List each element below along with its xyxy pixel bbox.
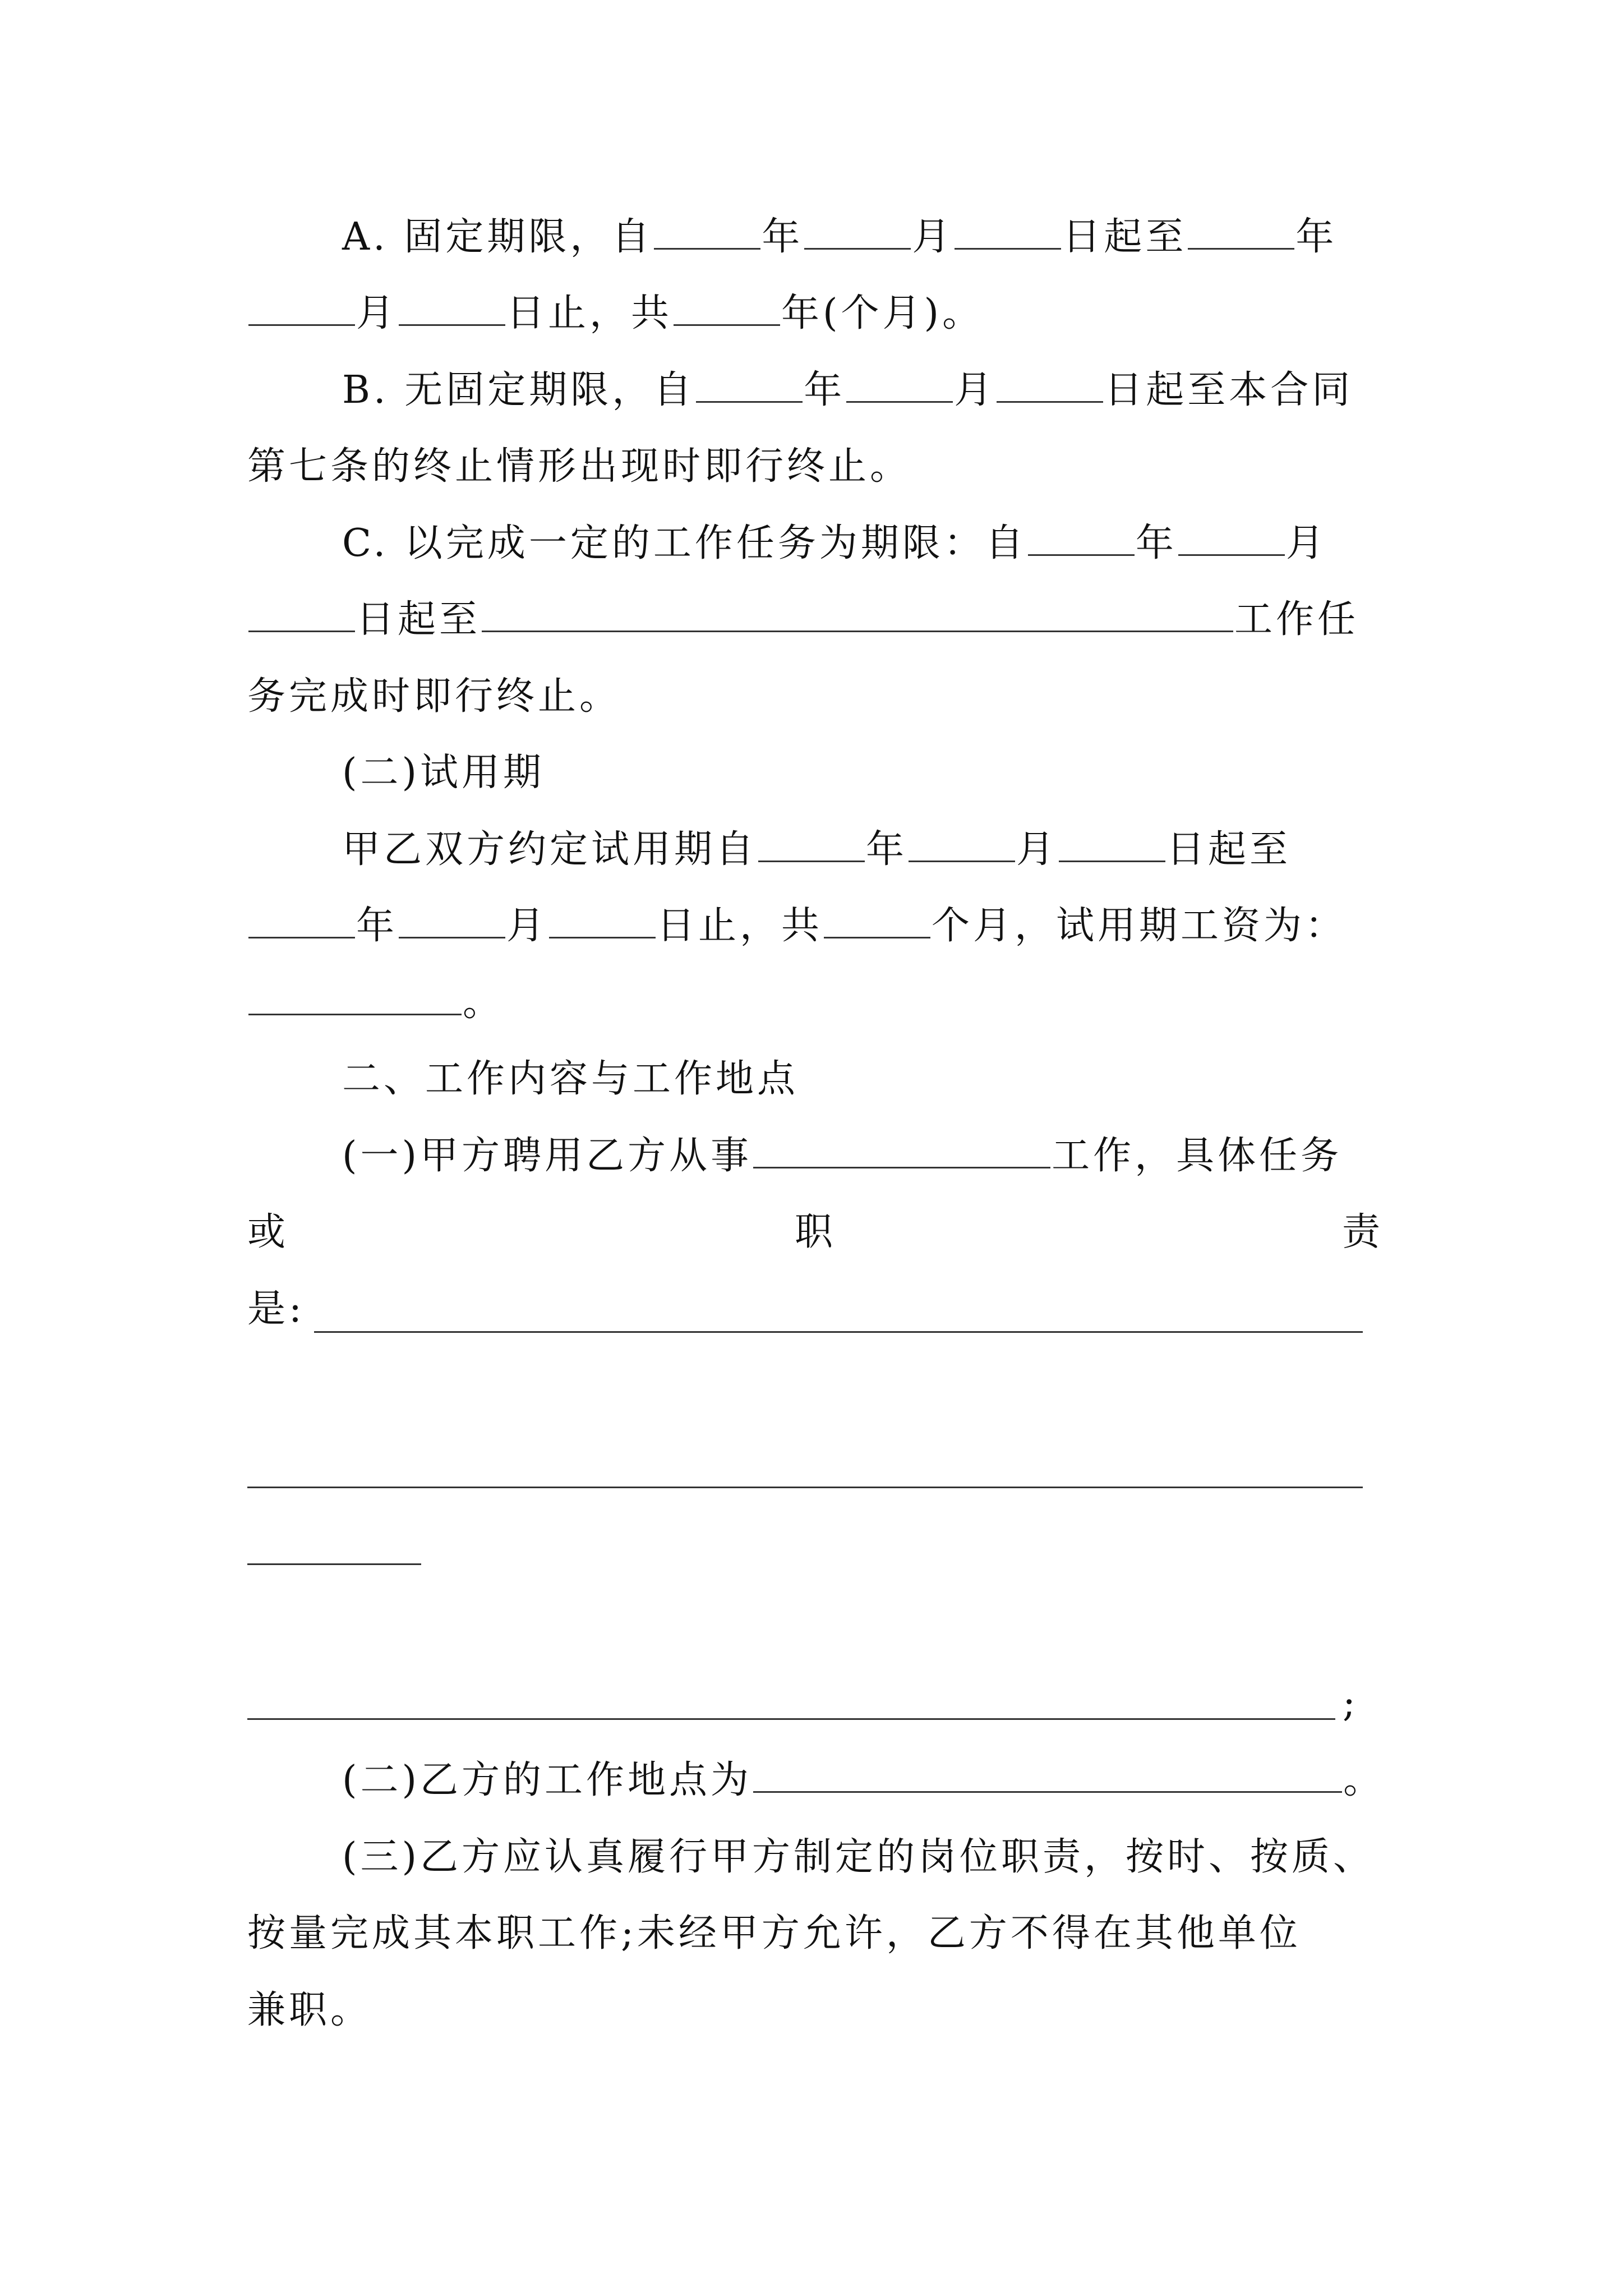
year-label: 年 (866, 827, 908, 872)
day-label: 日起至 (1062, 215, 1187, 259)
year-label: 年 (762, 215, 804, 259)
clause-3-line-1 (342, 1826, 1384, 1888)
day-blank (549, 896, 656, 938)
duty-line-2 (247, 1202, 1384, 1263)
clause-3-line-3 (247, 1980, 1384, 2041)
place-prefix: (二)乙方的工作地点为 (342, 1758, 753, 1802)
place-line (342, 1750, 1384, 1811)
clause-3-text-2: 按量完成其本职工作;未经甲方允许，乙方不得在其他单位 (247, 1911, 1301, 1955)
probation-line-2 (247, 895, 1384, 957)
duty-word-ze: 责 (1341, 1210, 1384, 1254)
clause-c-prefix: C. 以完成一定的工作任务为期限：自 (342, 521, 1027, 565)
year-blank (1188, 208, 1294, 250)
section-2-heading (342, 1048, 1384, 1110)
day-label: 日起至 (356, 597, 481, 642)
day-blank (1059, 820, 1165, 862)
count-blank (674, 284, 780, 326)
duty-prefix: (一)甲方聘用乙方从事 (342, 1134, 753, 1178)
duty-rule-1 (314, 1331, 1363, 1333)
month-blank (1178, 514, 1285, 556)
month-label: 月 (912, 215, 954, 259)
clause-b-line-2 (247, 436, 1384, 498)
period-mark: 。 (463, 981, 505, 1025)
clause-b-continuation: 第七条的终止情形出现时即行终止。 (247, 444, 912, 489)
duty-rule-4 (247, 1718, 1335, 1720)
year-label: 年 (1295, 215, 1338, 259)
month-label: 月 (356, 291, 398, 335)
year-blank (696, 361, 803, 403)
clause-3-text-3: 兼职。 (247, 1988, 372, 2032)
year-blank (654, 208, 760, 250)
probation-salary-label: 个月，试用期工资为： (932, 904, 1347, 948)
clause-a-line-1 (342, 206, 1384, 268)
duty-word-or: 或 (247, 1210, 289, 1254)
day-blank (955, 208, 1061, 250)
duty-rule-2 (247, 1487, 1363, 1488)
probation-line-1 (342, 819, 1384, 881)
clause-c-line-3 (247, 666, 1384, 728)
clause-b-prefix: B. 无固定期限，自 (342, 368, 695, 412)
year-label: 年 (1135, 521, 1177, 565)
salary-blank (248, 973, 462, 1015)
day-label: 日止，共 (657, 904, 823, 948)
duty-semicolon: ; (1343, 1681, 1355, 1726)
job-blank (753, 1126, 1050, 1168)
day-label: 日止，共 (506, 291, 673, 335)
month-blank (248, 284, 355, 326)
duty-rule-3 (247, 1563, 421, 1565)
duration-label: 年(个月)。 (781, 291, 984, 335)
year-blank (248, 896, 355, 938)
clause-a-prefix: A. 固定期限，自 (342, 215, 653, 259)
day-blank (399, 284, 505, 326)
clause-c-tail: 工作任 (1234, 597, 1359, 642)
month-label: 月 (954, 368, 996, 412)
year-blank (758, 820, 865, 862)
probation-line-3 (247, 972, 1384, 1034)
day-label: 日起至 (1166, 827, 1292, 872)
duty-line-1 (342, 1125, 1384, 1187)
clause-c-continuation: 务完成时即行终止。 (247, 674, 621, 719)
probation-prefix: 甲乙双方约定试用期自 (342, 827, 758, 872)
duty-tail: 工作，具体任务 (1052, 1134, 1343, 1178)
clause-b-line-1 (342, 360, 1384, 421)
year-label: 年 (804, 368, 846, 412)
month-label: 月 (506, 904, 548, 948)
year-blank (1028, 514, 1135, 556)
probation-heading (342, 742, 1384, 804)
clause-3-text-1: (三)乙方应认真履行甲方制定的岗位职责，按时、按质、 (342, 1835, 1375, 1879)
month-blank (846, 361, 953, 403)
month-blank (909, 820, 1015, 862)
section-2-heading-text: 二、工作内容与工作地点 (342, 1057, 799, 1101)
clause-b-tail: 日起至本合同 (1104, 368, 1354, 412)
task-blank (482, 590, 1233, 632)
month-label: 月 (1016, 827, 1058, 872)
place-blank (753, 1751, 1342, 1793)
probation-heading-text: (二)试用期 (342, 751, 545, 795)
duty-word-zhi: 职 (794, 1210, 836, 1254)
month-blank (399, 896, 505, 938)
clause-c-line-1 (342, 513, 1384, 574)
months-blank (824, 896, 930, 938)
period-mark: 。 (1343, 1758, 1385, 1802)
month-label: 月 (1285, 521, 1327, 565)
day-blank (248, 590, 355, 632)
clause-3-line-2 (247, 1903, 1384, 1964)
clause-a-line-2 (247, 283, 1384, 344)
month-blank (804, 208, 911, 250)
duty-label: 是: (247, 1287, 305, 1331)
day-blank (997, 361, 1103, 403)
clause-c-line-2 (247, 589, 1384, 651)
year-label: 年 (356, 904, 398, 948)
